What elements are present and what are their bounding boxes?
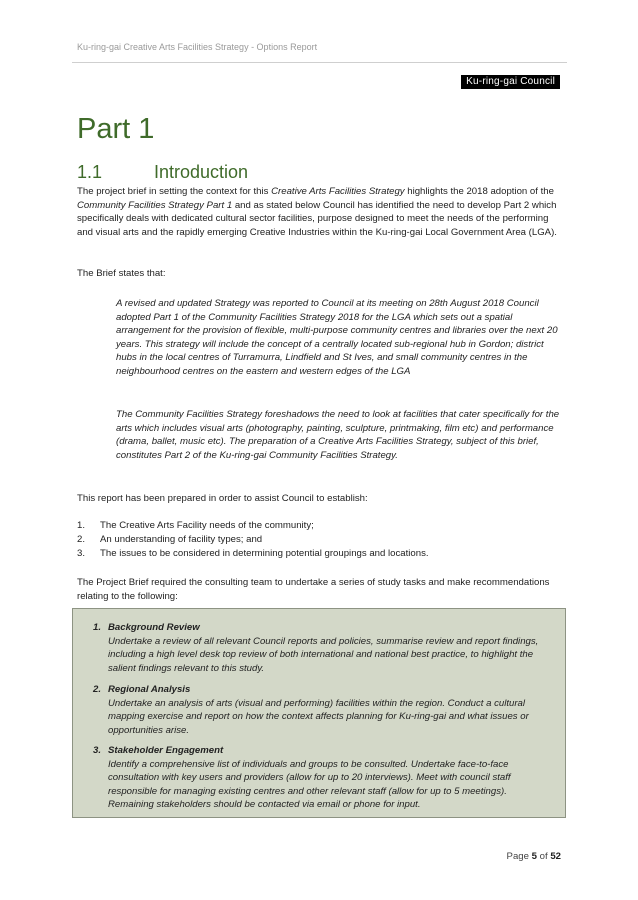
list-item [77, 547, 563, 561]
brief-quote-1: A revised and updated Strategy was reported to Council at its meeting on 28th August 2018 Council adopted Part 1 of the Community Facilities Strategy 2018 for the LGA which sets out a spatial arrangement for the provision of flexible, multi-purpose community centres and libraries over the next 20 years. This strategy will include the concept of a centrally located sub-regional hub in Gordon; district hubs in the local centres of Turramurra, Lindfield and St Ives, and small community centres in the neighbourhood centres on the eastern and western edges of the LGA [116, 298, 558, 377]
list-item [77, 533, 563, 547]
task-title-text: Stakeholder Engagement [108, 745, 224, 756]
task-title [93, 621, 548, 635]
task-title-text: Background Review [108, 622, 200, 633]
task-item [93, 744, 548, 812]
establish-lead-paragraph: This report has been prepared in order to assist Council to establish: [77, 493, 368, 504]
council-logo-badge: Ku-ring-gai Council [461, 75, 560, 89]
list-item-number: 1. [77, 520, 86, 531]
brief-quote-2: The Community Facilities Strategy foreshadows the need to look at facilities that cater specifically for the arts which includes visual arts (photography, painting, sculpture, printmaking, film etc) and performance (drama, ballet, music etc). The preparation of a Creative Arts Facilities Strategy, subject of this brief, constitutes Part 2 of the Ku-ring-gai Community Facilities Strategy. [116, 409, 560, 461]
task-number: 2. [93, 684, 102, 695]
task-number: 1. [93, 622, 102, 633]
total-pages: 52 [550, 851, 561, 862]
task-description: Undertake a review of all relevant Council reports and policies, summarise review and report findings, including a high level desk top review of both international and national best practice, to highlight the salient findings relevant to this study. [108, 635, 539, 674]
current-page: 5 [531, 851, 537, 862]
section-title: Introduction [154, 162, 249, 182]
intro-emphasis-community: Community Facilities Strategy Part 1 [77, 199, 233, 211]
list-item-text: The issues to be considered in determining potential groupings and locations. [100, 547, 429, 559]
intro-text-c: and as stated below Council has identified the need to develop Part 2 which specifically deals with dedicated cultural sector facilities, purpose designed to meet the needs of the performing and visual arts and the rapidly emerging Creative Industries within the Ku-ring-gai Local Government Area (LGA). [77, 199, 557, 238]
running-header: Ku-ring-gai Creative Arts Facilities Strategy - Options Report [77, 42, 318, 52]
header-divider [72, 62, 567, 63]
intro-paragraph [77, 185, 563, 239]
list-item-number: 3. [77, 547, 86, 559]
list-item [77, 519, 563, 533]
intro-text-a: The project brief in setting the context for this [77, 186, 272, 197]
list-item-text: An understanding of facility types; and [100, 533, 263, 545]
list-item-text: The Creative Arts Facility needs of the community; [100, 520, 314, 531]
tasks-lead-paragraph: The Project Brief required the consulting team to undertake a series of study tasks and make recommendations relating to the following: [77, 577, 550, 602]
task-item [93, 683, 548, 737]
establish-list [77, 519, 563, 561]
of-label: of [539, 851, 548, 862]
task-number: 3. [93, 745, 102, 756]
section-number: 1.1 [77, 162, 103, 182]
page-number-footer [507, 851, 561, 862]
page-label: Page [506, 851, 529, 862]
task-title [93, 683, 548, 697]
part-title: Part 1 [77, 113, 155, 145]
task-description: Identify a comprehensive list of individuals and groups to be consulted. Undertake face-to-face consultation with key users and providers (allow for up to 20 interviews). Meet with council staff responsible for managing existing centres and other relevant staff (allow for up to 5 meetings). Remaining stakeholders should be contacted via email or phone for input. [108, 758, 511, 811]
study-tasks-box [72, 608, 566, 818]
task-description: Undertake an analysis of arts (visual and performing) facilities within the region. Conduct a cultural mapping exercise and report on how the context affects planning for Ku-ring-gai and what issues or opportunities arise. [108, 697, 529, 736]
task-item [93, 621, 548, 675]
task-title [93, 744, 548, 758]
brief-lead-paragraph: The Brief states that: [77, 268, 166, 279]
task-title-text: Regional Analysis [108, 684, 191, 695]
intro-text-b: highlights the 2018 adoption of the [404, 186, 554, 197]
section-heading [77, 162, 248, 183]
list-item-number: 2. [77, 533, 86, 545]
intro-emphasis-strategy: Creative Arts Facilities Strategy [271, 186, 405, 197]
